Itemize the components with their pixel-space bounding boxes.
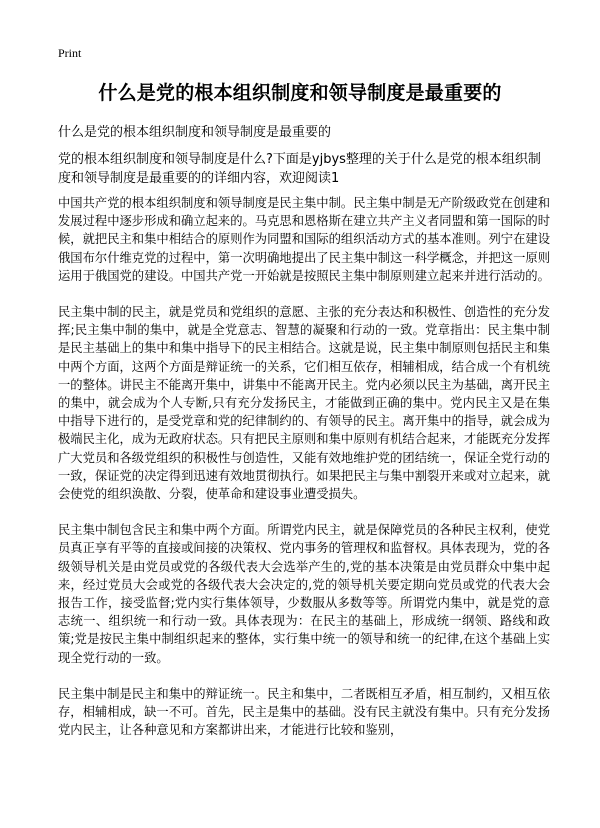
print-link[interactable]: Print: [58, 46, 82, 60]
article-body: [58, 194, 550, 757]
paragraph: 民主集中制是民主和集中的辩证统一。民主和集中，二者既相互矛盾，相互制约，又相互依存，相辅相成，缺一不可。首先，民主是集中的基础。没有民主就没有集中。只有充分发扬党内民主，让各种意见和方案都讲出来，才能进行比较和鉴别，: [58, 686, 550, 738]
paragraph: 民主集中制包含民主和集中两个方面。所谓党内民主，就是保障党员的各种民主权利，使党员真正享有平等的直接或间接的决策权、党内事务的管理权和监督权。具体表现为，党的各级领导机关是由党员或党的各级代表大会选举产生的,党的基本决策是由党员群众中集中起来，经过党员大会或党的各级代表大会决定的,党的领导机关要定期向党员或党的代表大会报告工作，接受监督;党内实行集体领导，少数服从多数等等。所谓党内集中，就是党的意志统一、组织统一和行动一致。具体表现为：在民主的基础上，形成统一纲领、路线和政策;党是按民主集中制组织起来的整体，实行集中统一的领导和统一的纪律,在这个基础上实现全党行动的一致。: [58, 523, 550, 665]
paragraph: 中国共产党的根本组织制度和领导制度是民主集中制。民主集中制是无产阶级政党在创建和发展过程中逐步形成和确立起来的。马克思和恩格斯在建立共产主义者同盟和第一国际的时候，就把民主和集中相结合的原则作为同盟和国际的组织活动方式的基本准则。列宁在建设俄国布尔什维克党的过程中，第一次明确地提出了民主集中制这一科学概念，并把这一原则运用于俄国党的建设。中国共产党一开始就是按照民主集中制原则建立起来并进行活动的。: [58, 196, 550, 283]
article-title: 什么是党的根本组织制度和领导制度是最重要的: [98, 82, 502, 104]
paragraph: 民主集中制的民主，就是党员和党组织的意愿、主张的充分表达和积极性、创造性的充分发挥;民主集中制的集中，就是全党意志、智慧的凝聚和行动的一致。党章指出：民主集中制是民主基础上的集中和集中指导下的民主相结合。这就是说，民主集中制原则包括民主和集中两个方面，这两个方面是辩证统一的关系，它们相互依存，相辅相成，结合成一个有机统一的整体。讲民主不能离开集中，讲集中不能离开民主。党内必须以民主为基础，离开民主的集中，就会成为个人专断,只有充分发扬民主，才能做到正确的集中。党内民主又是在集中指导下进行的，是受党章和党的纪律制约的、有领导的民主。离开集中的指导，就会成为极端民主化，成为无政府状态。只有把民主原则和集中原则有机结合起来，才能既充分发挥广大党员和各级党组织的积极性与创造性，又能有效地维护党的团结统一，保证全党行动的一致，保证党的决定得到迅速有效地贯彻执行。如果把民主与集中割裂开来或对立起来，就会使党的组织涣散、分裂，使革命和建设事业遭受损失。: [58, 305, 550, 502]
article-subtitle: 什么是党的根本组织制度和领导制度是最重要的: [58, 125, 332, 140]
article-intro: 党的根本组织制度和领导制度是什么?下面是yjbys整理的关于什么是党的根本组织制度和领导制度是最重要的的详细内容，欢迎阅读1: [58, 152, 541, 186]
